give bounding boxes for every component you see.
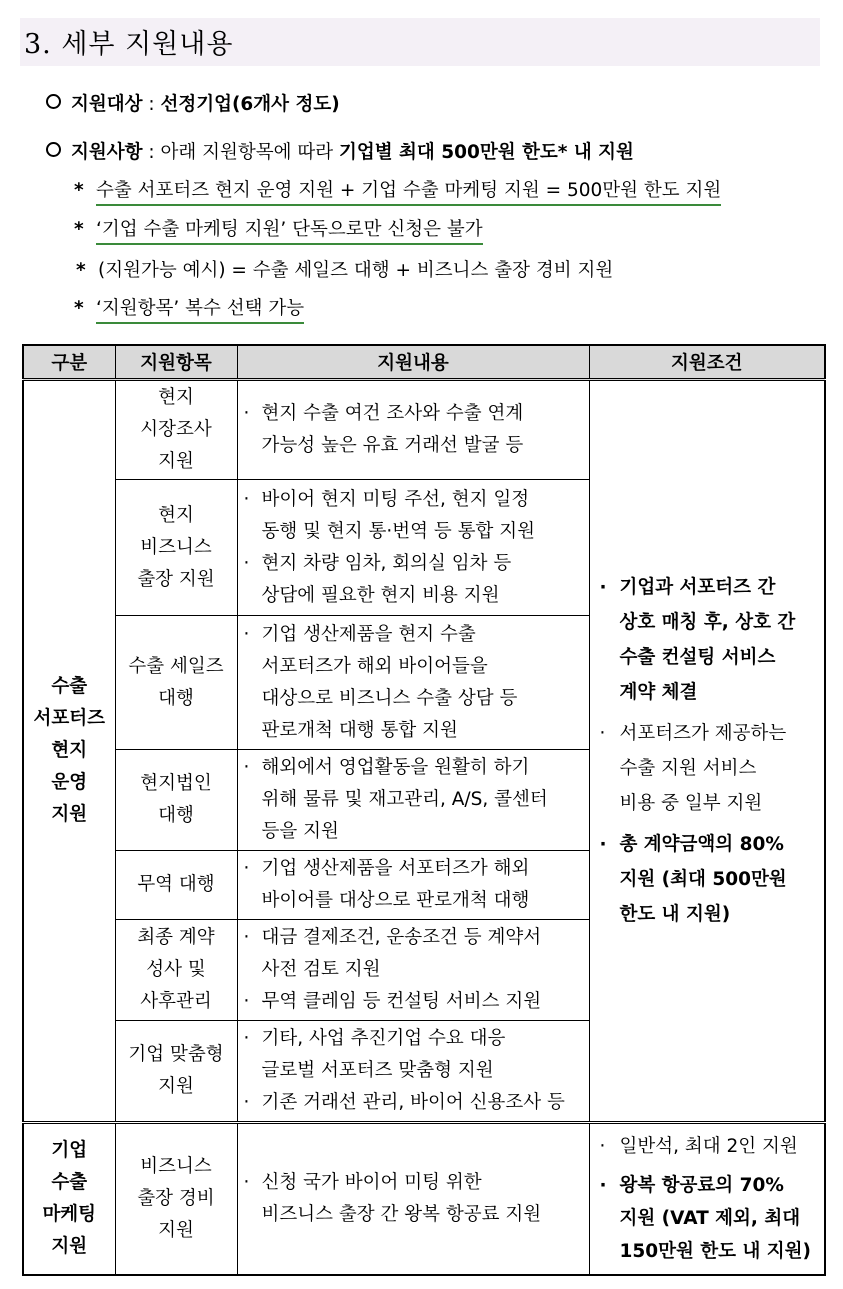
condition-line: 수출 지원 서비스 — [619, 758, 757, 779]
content-bullet — [242, 1167, 585, 1231]
content-bullet — [242, 1087, 585, 1119]
content-cell — [237, 480, 589, 616]
item-line: 현지 — [158, 387, 194, 408]
header-condition: 지원조건 — [589, 345, 825, 380]
category-line: 수출 — [51, 1172, 88, 1193]
condition-line: 150만원 한도 내 지원) — [619, 1241, 811, 1262]
condition-line: 한도 내 지원) — [619, 904, 731, 925]
condition-line: 수출 컨설팅 서비스 — [619, 647, 776, 668]
bullet-dot-icon: · — [243, 488, 250, 510]
condition-line: 총 계약금액의 80% — [619, 834, 784, 855]
item-line: 수출 세일즈 — [128, 655, 224, 677]
category-line: 지원 — [51, 1236, 88, 1257]
condition-line: 비용 중 일부 지원 — [619, 793, 763, 814]
condition-line: 서포터즈가 제공하는 — [619, 723, 787, 744]
content-bullet — [242, 986, 585, 1018]
category-marketing — [23, 1123, 115, 1276]
support-table — [22, 344, 826, 1276]
bullet-dot-icon: · — [599, 1136, 606, 1157]
item-line: 사후관리 — [140, 991, 212, 1012]
item-cell — [115, 480, 237, 616]
item-cell — [115, 616, 237, 750]
item-line: 시장조사 — [140, 419, 212, 440]
header-category: 구분 — [23, 345, 115, 380]
bullet-dot-icon: · — [243, 1028, 250, 1049]
content-cell — [237, 851, 589, 920]
content-line: 기업 생산제품을 서포터즈가 해외 — [261, 858, 530, 879]
content-line: 글로벌 서포터즈 맞춤형 지원 — [261, 1060, 494, 1081]
content-bullet — [242, 752, 585, 848]
item-cell — [115, 851, 237, 920]
support-bold: 기업별 최대 500만원 한도* 내 지원 — [338, 142, 634, 163]
header-item: 지원항목 — [115, 345, 237, 380]
content-cell — [237, 380, 589, 480]
bullet-dot-icon: · — [243, 552, 250, 574]
table-row — [23, 380, 825, 480]
condition-bullet — [598, 570, 817, 710]
content-line: 가능성 높은 유효 거래선 발굴 등 — [261, 435, 524, 456]
content-bullet — [242, 619, 585, 747]
item-line: 대행 — [158, 687, 194, 709]
item-line: 대행 — [158, 805, 194, 826]
target-line: 지원대상 : 선정기업(6개사 정도) — [46, 90, 340, 116]
item-line: 현지법인 — [140, 773, 212, 794]
item-line: 현지 — [158, 504, 194, 526]
note-2: * ‘기업 수출 마케팅 지원’ 단독으로만 신청은 불가 — [74, 215, 483, 241]
content-line: 대금 결제조건, 운송조건 등 계약서 — [261, 927, 542, 948]
bullet-dot-icon: · — [243, 1172, 250, 1193]
bullet-dot-icon: · — [243, 1092, 250, 1113]
content-bullet — [242, 922, 585, 986]
item-line: 비즈니스 — [140, 536, 212, 558]
content-cell — [237, 920, 589, 1021]
bullet-dot-icon: · — [599, 834, 607, 855]
note-4: * ‘지원항목’ 복수 선택 가능 — [74, 294, 304, 320]
content-line: 위해 물류 및 재고관리, A/S, 콜센터 — [261, 789, 548, 810]
header-content: 지원내용 — [237, 345, 589, 380]
target-label: 지원대상 — [71, 94, 143, 115]
category-line: 수출 — [51, 676, 88, 697]
bullet-dot-icon: · — [243, 623, 250, 645]
content-line: 현지 차량 임차, 회의실 임차 등 — [261, 552, 512, 574]
item-cell — [115, 380, 237, 480]
category-line: 운영 — [51, 772, 88, 793]
item-line: 비즈니스 — [140, 1156, 212, 1177]
category-line: 현지 — [51, 740, 88, 761]
item-line: 출장 지원 — [137, 568, 215, 590]
item-line: 무역 대행 — [137, 874, 215, 895]
item-cell — [115, 920, 237, 1021]
circle-bullet-icon — [46, 142, 61, 157]
content-line: 판로개척 대행 통합 지원 — [261, 719, 458, 741]
bullet-dot-icon: · — [599, 577, 607, 598]
circle-bullet-icon — [46, 94, 61, 109]
condition-line: 왕복 항공료의 70% — [619, 1175, 784, 1196]
bullet-dot-icon: · — [599, 723, 606, 744]
item-line: 출장 경비 — [137, 1188, 215, 1209]
bullet-dot-icon: · — [243, 927, 250, 948]
category-export-supporters — [23, 380, 115, 1123]
condition-line: 일반석, 최대 2인 지원 — [619, 1136, 798, 1157]
content-line: 서포터즈가 해외 바이어들을 — [261, 655, 488, 677]
content-bullet — [242, 853, 585, 917]
item-line: 지원 — [158, 1076, 194, 1097]
item-cell — [115, 750, 237, 851]
condition-bullet — [598, 716, 817, 821]
content-line: 비즈니스 출장 간 왕복 항공료 지원 — [261, 1204, 542, 1225]
target-value: 선정기업(6개사 정도) — [160, 94, 340, 115]
item-line: 성사 및 — [146, 959, 206, 980]
condition-line: 상호 매칭 후, 상호 간 — [619, 612, 796, 633]
category-line: 서포터즈 — [33, 708, 105, 729]
item-cell — [115, 1021, 237, 1123]
item-line: 최종 계약 — [137, 927, 215, 948]
content-cell — [237, 1123, 589, 1276]
support-line: 지원사항 : 아래 지원항목에 따라 기업별 최대 500만원 한도* 내 지원 — [46, 138, 634, 164]
condition-bullet — [598, 1130, 817, 1163]
content-line: 등을 지원 — [261, 821, 339, 842]
content-line: 기타, 사업 추진기업 수요 대응 — [261, 1028, 506, 1049]
content-line: 상담에 필요한 현지 비용 지원 — [261, 584, 500, 606]
condition-cell — [589, 380, 825, 1123]
content-bullet — [242, 398, 585, 462]
category-line: 기업 — [51, 1140, 88, 1161]
bullet-dot-icon: · — [243, 403, 250, 424]
content-line: 바이어 현지 미팅 주선, 현지 일정 — [261, 488, 530, 510]
content-line: 무역 클레임 등 컨설팅 서비스 지원 — [261, 991, 542, 1012]
item-line: 지원 — [158, 451, 194, 472]
condition-line: 기업과 서포터즈 간 — [619, 577, 776, 598]
bullet-dot-icon: · — [243, 757, 250, 778]
content-bullet — [242, 548, 585, 612]
content-cell — [237, 616, 589, 750]
content-bullet — [242, 1023, 585, 1087]
condition-line: 지원 (VAT 제외, 최대 — [619, 1208, 801, 1229]
content-line: 기업 생산제품을 현지 수출 — [261, 623, 476, 645]
note-3: * (지원가능 예시) = 수출 세일즈 대행 + 비즈니스 출장 경비 지원 — [76, 260, 614, 281]
table-row — [23, 1123, 825, 1276]
item-cell — [115, 1123, 237, 1276]
content-bullet — [242, 484, 585, 548]
condition-bullet — [598, 1169, 817, 1268]
content-cell — [237, 750, 589, 851]
condition-line: 계약 체결 — [619, 682, 698, 703]
content-line: 대상으로 비즈니스 수출 상담 등 — [261, 687, 518, 709]
content-cell — [237, 1021, 589, 1123]
bullet-dot-icon: · — [243, 991, 250, 1012]
content-line: 현지 수출 여건 조사와 수출 연계 — [261, 403, 524, 424]
item-line: 지원 — [158, 1220, 194, 1241]
category-line: 마케팅 — [42, 1204, 97, 1225]
condition-cell — [589, 1123, 825, 1276]
content-line: 기존 거래선 관리, 바이어 신용조사 등 — [261, 1092, 565, 1113]
content-line: 바이어를 대상으로 판로개척 대행 — [261, 890, 530, 911]
bullet-dot-icon: · — [599, 1175, 607, 1196]
content-line: 동행 및 현지 통·번역 등 통합 지원 — [261, 520, 535, 542]
bullet-dot-icon: · — [243, 858, 250, 879]
support-plain: 아래 지원항목에 따라 — [160, 142, 339, 163]
condition-bullet — [598, 827, 817, 932]
condition-line: 지원 (최대 500만원 — [619, 869, 787, 890]
page-title: 3. 세부 지원내용 — [24, 29, 234, 60]
content-line: 신청 국가 바이어 미팅 위한 — [261, 1172, 482, 1193]
content-line: 해외에서 영업활동을 원활히 하기 — [261, 757, 530, 778]
table-header-row — [23, 345, 825, 380]
support-label: 지원사항 — [71, 142, 143, 163]
content-line: 사전 검토 지원 — [261, 959, 381, 980]
note-1: * 수출 서포터즈 현지 운영 지원 + 기업 수출 마케팅 지원 = 500만원 한도 지원 — [74, 176, 721, 202]
category-line: 지원 — [51, 804, 88, 825]
item-line: 기업 맞춤형 — [128, 1044, 224, 1065]
